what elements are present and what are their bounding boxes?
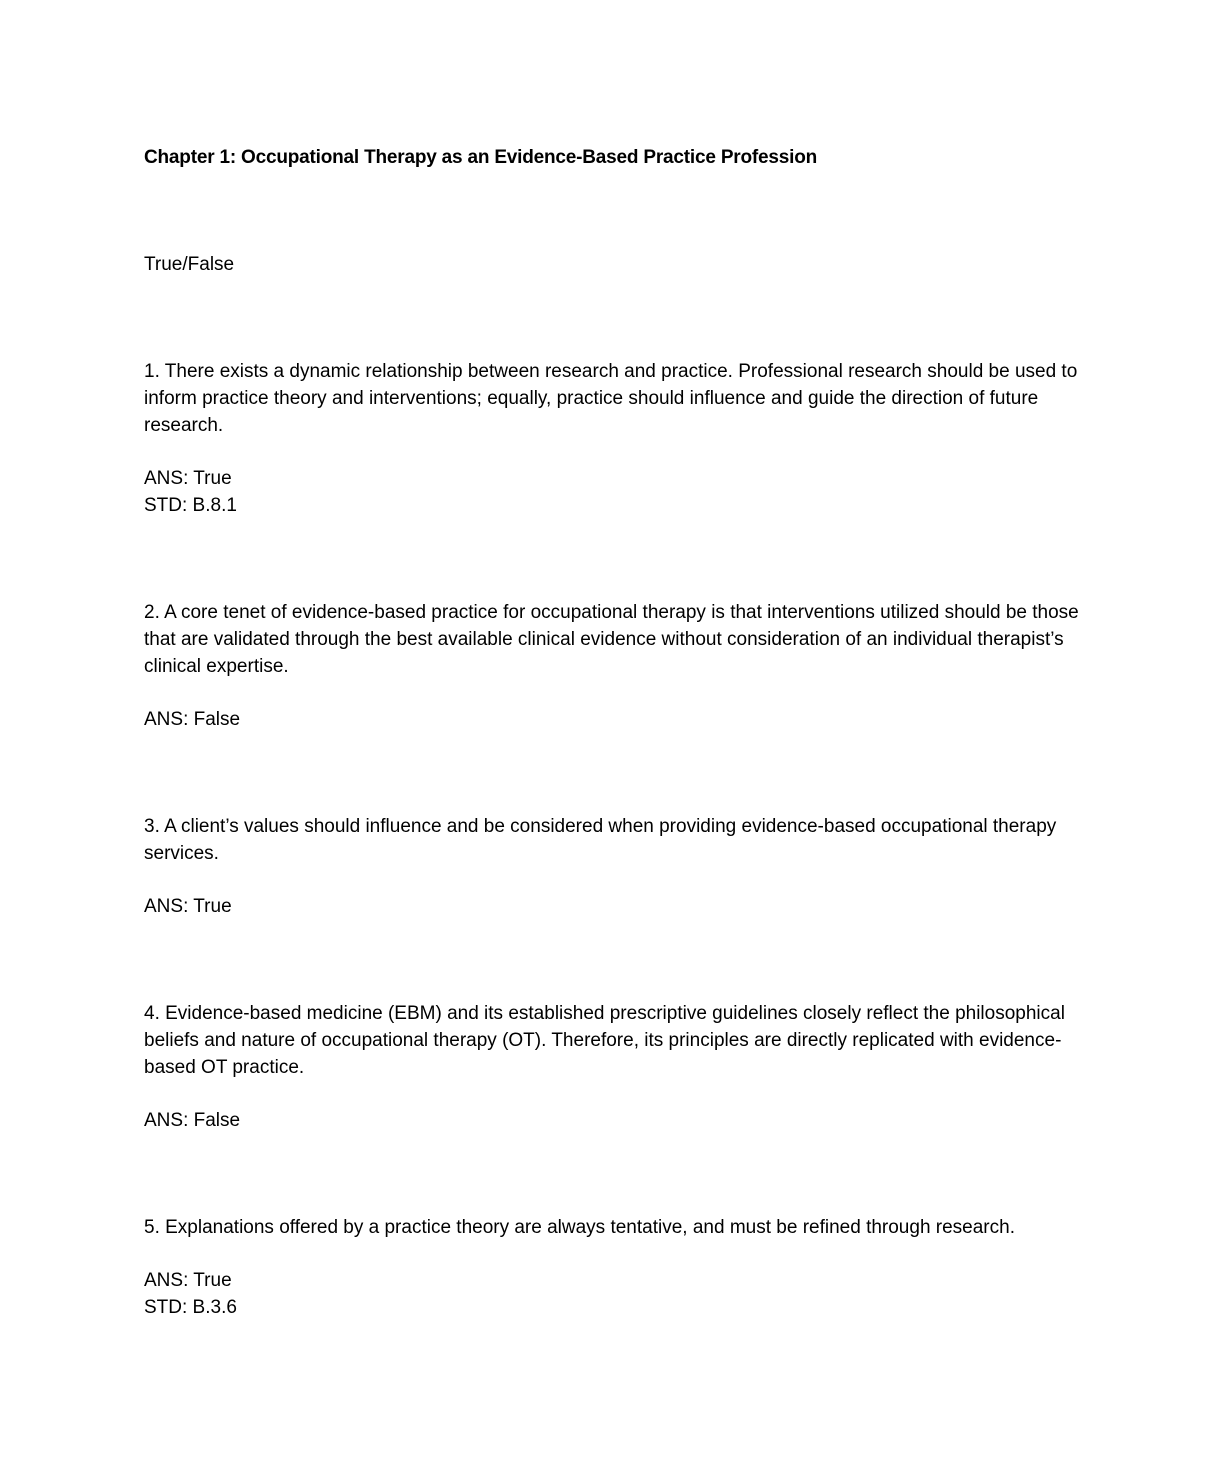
answer-block bbox=[144, 1107, 1084, 1134]
question-4 bbox=[144, 1000, 1084, 1134]
question-text: 4. Evidence-based medicine (EBM) and its established prescriptive guidelines closely reflect the philosophical beliefs and nature of occupational therapy (OT). Therefore, its principles are directly replicated with evidence-based OT practice. bbox=[144, 1003, 1065, 1078]
question-2 bbox=[144, 599, 1084, 733]
standard-line: STD: B.3.6 bbox=[144, 1297, 237, 1318]
question-3 bbox=[144, 813, 1084, 920]
answer-line: ANS: False bbox=[144, 709, 241, 730]
question-text: 1. There exists a dynamic relationship between research and practice. Professional research should be used to inform practice theory and interventions; equally, practice should influence and guide the direction of future research. bbox=[144, 361, 1078, 436]
question-1 bbox=[144, 358, 1084, 519]
answer-line: ANS: True bbox=[144, 468, 232, 489]
answer-line: ANS: True bbox=[144, 1270, 232, 1291]
document-content bbox=[144, 144, 1084, 1321]
answer-block bbox=[144, 1267, 1084, 1321]
question-5 bbox=[144, 1214, 1084, 1321]
question-text: 2. A core tenet of evidence-based practice for occupational therapy is that interventions utilized should be those that are validated through the best available clinical evidence without consideration of an individual therapist’s clinical expertise. bbox=[144, 602, 1079, 677]
answer-block bbox=[144, 893, 1084, 920]
chapter-title: Chapter 1: Occupational Therapy as an Evidence-Based Practice Profession bbox=[144, 147, 818, 168]
question-text: 5. Explanations offered by a practice theory are always tentative, and must be refined through research. bbox=[144, 1217, 1015, 1238]
answer-block bbox=[144, 465, 1084, 519]
answer-line: ANS: True bbox=[144, 896, 232, 917]
answer-block bbox=[144, 706, 1084, 733]
answer-line: ANS: False bbox=[144, 1110, 241, 1131]
standard-line: STD: B.8.1 bbox=[144, 495, 237, 516]
question-text: 3. A client’s values should influence and be considered when providing evidence-based occupational therapy services. bbox=[144, 816, 1057, 864]
section-label: True/False bbox=[144, 254, 235, 275]
